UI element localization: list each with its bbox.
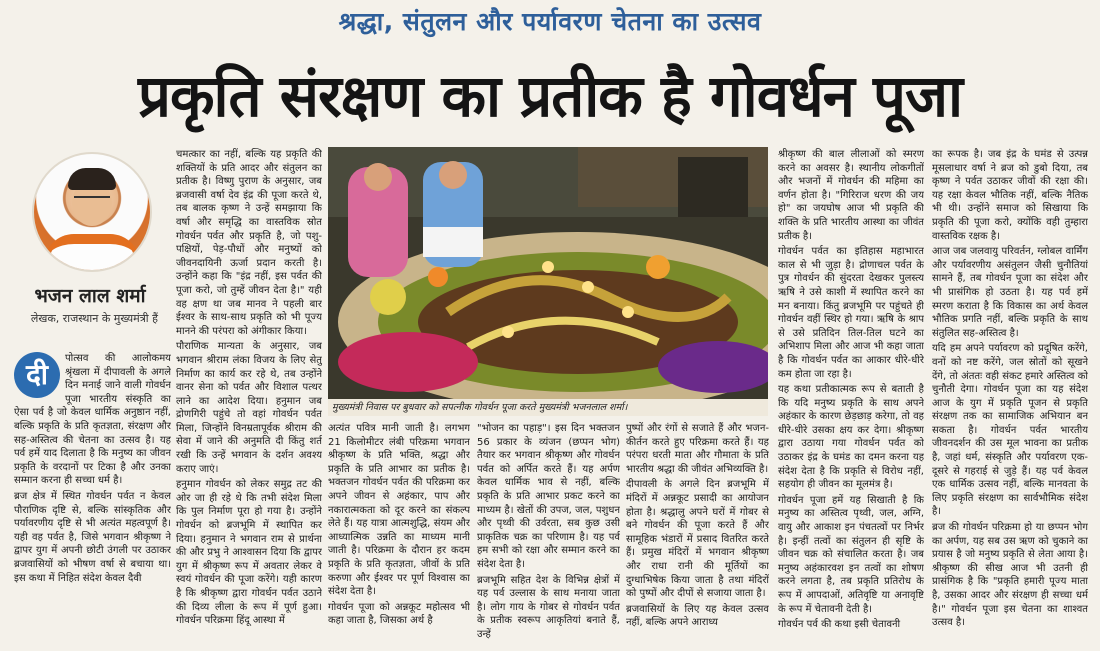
photo-caption: मुख्यमंत्री निवास पर बुधवार को सपत्नीक गोवर्धन पूजा करते मुख्यमंत्री भजनलाल शर्मा। xyxy=(328,399,768,416)
author-name: भजन लाल शर्मा xyxy=(34,285,146,307)
page-title: प्रकृति संरक्षण का प्रतीक है गोवर्धन पूजा xyxy=(137,62,962,130)
author-role: लेखक, राजस्थान के मुख्यमंत्री हैं xyxy=(30,312,158,325)
article-column-3 xyxy=(328,422,470,642)
paragraph: पौराणिक मान्यता के अनुसार, जब भगवान श्रीराम लंका विजय के लिए सेतु निर्माण का कार्य कर रहे थे, तब उन्होंने वानर सेना को पर्वत और विशाल पत्थर लाने का आदेश दिया। हनुमान जब द्रोणगिरी पहुंचे तो वहां गोवर्धन पर्वत मिला, जिन्होंने विनम्रतापूर्वक श्रीराम की सेवा में जाने की अनुमति दी किंतु शर्त रखी कि उन्हें भगवान के दर्शन अवश्य कराए जाएं। xyxy=(176,341,322,475)
pooja-photo-illustration xyxy=(328,147,768,399)
paragraph: का रूपक है। जब इंद्र के घमंड से उत्पन्न मूसलाधार वर्षा ने ब्रज को डुबो दिया, तब कृष्ण ने पर्वत उठाकर जीवों की रक्षा की। यह रक्षा केवल भौतिक नहीं, बल्कि नैतिक भी थी। उन्होंने समाज को सिखाया कि प्रकृति की पूजा करो, क्योंकि वही तुम्हारा वास्तविक रक्षक है। xyxy=(932,149,1088,242)
kicker-subtitle: श्रद्धा, संतुलन और पर्यावरण चेतना का उत्सव xyxy=(338,7,762,36)
paragraph: पोत्सव की आलोकमय श्रृंखला में दीपावली के अगले दिन मनाई जाने वाली गोवर्धन पूजा भारतीय संस्कृति का ऐसा पर्व है जो केवल धार्मिक अनुष्ठान नहीं, बल्कि प्रकृति के प्रति कृतज्ञता, संरक्षण और सह-अस्तित्व की चेतना का उत्सव है। यह पर्व हमें याद दिलाता है कि मनुष्य का जीवन प्रकृति के वरदानों पर टिका है और उनका सम्मान करना ही सच्चा धर्म है। xyxy=(14,353,171,487)
article-photo xyxy=(328,147,768,399)
paragraph: यह कथा प्रतीकात्मक रूप से बताती है कि यदि मनुष्य प्रकृति के साथ अपने अहंकार के कारण छेड़छाड़ करेगा, तो वह धीरे-धीरे उसका क्षय कर देगा। श्रीकृष्ण द्वारा उठाया गया गोवर्धन पर्वत को उठाकर इंद्र के घमंड का दमन करना यह संदेश देता है कि प्रकृति से विरोध नहीं, सहयोग ही जीवन का मूलमंत्र है। xyxy=(778,384,924,491)
paragraph: हनुमान गोवर्धन को लेकर समुद्र तट की ओर जा ही रहे थे कि तभी संदेश मिला कि पुल निर्माण पूरा हो गया है। उन्होंने गोवर्धन को ब्रजभूमि में स्थापित कर दिया। हनुमान ने भगवान राम से प्रार्थना की और प्रभु ने आश्वासन दिया कि द्वापर युग में श्रीकृष्ण रूप में अवतार लेकर वे स्वयं गोवर्धन की पूजा करेंगे। यही कारण है कि श्रीकृष्ण द्वारा गोवर्धन पर्वत उठाने की दिव्य लीला के रूप में पूर्ण हुआ। गोवर्धन परिक्रमा हिंदू आस्था में xyxy=(176,479,322,627)
paragraph: आज जब जलवायु परिवर्तन, ग्लोबल वार्मिंग और पर्यावरणीय असंतुलन जैसी चुनौतियां सामने हैं, तब गोवर्धन पूजा का संदेश और भी प्रासंगिक हो उठता है। यह पर्व हमें स्मरण कराता है कि विकास का अर्थ केवल भौतिक प्रगति नहीं, बल्कि प्रकृति के साथ संतुलित सह-अस्तित्व है। xyxy=(932,246,1088,339)
paragraph: "भोजन का पहाड़"। इस दिन भक्तजन 56 प्रकार के व्यंजन (छप्पन भोग) तैयार कर भगवान श्रीकृष्ण और गोवर्धन पर्वत को अर्पित करते हैं। यह अर्पण केवल धार्मिक भाव से नहीं, बल्कि प्रकृति के प्रति आभार प्रकट करने का माध्यम है। खेतों की उपज, जल, पशुधन और पृथ्वी की उर्वरता, सब कुछ उसी प्राकृतिक चक्र का परिणाम है। यह पर्व हम सभी को रक्षा और सम्मान करने का संदेश देता है। xyxy=(477,423,620,570)
article-column-1 xyxy=(14,352,171,642)
paragraph: ब्रज क्षेत्र में स्थित गोवर्धन पर्वत न केवल पौराणिक दृष्टि से, बल्कि सांस्कृतिक और पर्यावरणीय दृष्टि से भी अत्यंत महत्वपूर्ण है। यही वह पर्वत है, जिसे भगवान श्रीकृष्ण ने द्वापर युग में अपनी छोटी उंगली पर उठाकर ब्रजवासियों को भीषण वर्षा से बचाया था। इस कथा में निहित संदेश केवल दैवी xyxy=(14,490,171,584)
paragraph: श्रीकृष्ण की बाल लीलाओं को स्मरण करने का अवसर है। स्थानीय लोकगीतों और भजनों में गोवर्धन की महिमा का वर्णन होता है। "गिरिराज धरण की जय हो" का जयघोष आज भी प्रकृति की शक्ति के प्रति भारतीय आस्था का जीवंत प्रतीक है। xyxy=(778,149,924,242)
paragraph: चमत्कार का नहीं, बल्कि यह प्रकृति की शक्तियों के प्रति आदर और संतुलन का प्रतीक है। विष्णु पुराण के अनुसार, जब ब्रजवासी वर्षा देव इंद्र की पूजा करते थे, तब बालक कृष्ण ने उन्हें समझाया कि वर्षा और समृद्धि का वास्तविक स्रोत गोवर्धन पर्वत और प्रकृति है, जो पशु-पक्षियों, पेड़-पौधों और मनुष्यों को जीवनदायिनी ऊर्जा प्रदान करती है। उन्होंने कहा कि "इंद्र नहीं, इस पर्वत की पूजा करो, जो तुम्हें जीवन देता है।" यही वह क्षण था जब मानव ने पहली बार ईश्वर के साथ-साथ प्रकृति को भी पूज्य मानने की परंपरा को अंगीकार किया। xyxy=(176,149,322,337)
paragraph: ब्रजभूमि सहित देश के विभिन्न क्षेत्रों में यह पर्व उल्लास के साथ मनाया जाता है। लोग गाय के गोबर से गोवर्धन पर्वत के प्रतीक स्वरूप आकृतियां बनाते हैं, उन्हें xyxy=(477,574,620,640)
article-column-7 xyxy=(932,148,1088,642)
paragraph: यदि हम अपने पर्यावरण को प्रदूषित करेंगे, वनों को नष्ट करेंगे, जल स्रोतों को सूखने देंगे, तो अंततः वही संकट हमारे अस्तित्व को चुनौती देगा। गोवर्धन पूजा का यह संदेश आज के युग में प्रकृति पूजन से प्रकृति संरक्षण तक का सामाजिक अभियान बन सकता है। गोवर्धन पर्वत भारतीय जीवनदर्शन की उस मूल भावना का प्रतीक है, जहां धर्म, संस्कृति और पर्यावरण एक-दूसरे से गहराई से जुड़े हैं। यह पर्व केवल एक धार्मिक उत्सव नहीं, बल्कि मानवता के लिए प्रकृति संरक्षण का सार्वभौमिक संदेश है। xyxy=(932,343,1088,518)
article-column-5 xyxy=(626,422,769,642)
paragraph: गोवर्धन पर्व की कथा इसी चेतावनी xyxy=(778,619,901,631)
paragraph: ब्रजवासियों के लिए यह केवल उत्सव नहीं, बल्कि अपने आराध्य xyxy=(626,603,769,629)
author-block xyxy=(14,152,166,326)
author-portrait xyxy=(32,152,152,272)
paragraph: अत्यंत पवित्र मानी जाती है। लगभग 21 किलोमीटर लंबी परिक्रमा भगवान श्रीकृष्ण के प्रति भक्ति, श्रद्धा और प्रकृति के प्रति आभार का प्रतीक है। भक्तजन गोवर्धन पर्वत की परिक्रमा कर अपने जीवन से अहंकार, पाप और नकारात्मकता को दूर करने का संकल्प लेते हैं। यह यात्रा आत्मशुद्धि, संयम और आध्यात्मिक उन्नति का माध्यम मानी जाती है। परिक्रमा के दौरान हर कदम प्रकृति के प्रति कृतज्ञता, जीवों के प्रति करुणा और ईश्वर पर पूर्ण विश्वास का संदेश देता है। xyxy=(328,423,470,598)
paragraph: ब्रज की गोवर्धन परिक्रमा हो या छप्पन भोग का अर्पण, यह सब उस ऋण को चुकाने का प्रयास है जो मनुष्य प्रकृति से लेता आया है। श्रीकृष्ण की सीख आज भी उतनी ही प्रासंगिक है कि "प्रकृति हमारी पूज्य माता है, उसका आदर और संरक्षण ही सच्चा धर्म है।" गोवर्धन पूजा इस चेतना का शाश्वत उत्सव है। xyxy=(932,522,1088,629)
paragraph: गोवर्धन पर्वत का इतिहास महाभारत काल से भी जुड़ा है। द्रोणाचल पर्वत के पुत्र गोवर्धन की सुंदरता देखकर पुलस्त्य ऋषि ने उसे काशी में स्थापित करने का मन बनाया। किंतु ब्रजभूमि पर पहुंचते ही गोवर्धन वहीं स्थिर हो गया। ऋषि के श्राप से उसे प्रतिदिन तिल-तिल घटने का अभिशाप मिला और आज भी कहा जाता है कि गोवर्धन पर्वत का आकार धीरे-धीरे कम होता जा रहा है। xyxy=(778,246,924,380)
paragraph: गोवर्धन पूजा को अन्नकूट महोत्सव भी कहा जाता है, जिसका अर्थ है xyxy=(328,601,470,627)
paragraph: पुष्पों और रंगों से सजाते हैं और भजन-कीर्तन करते हुए परिक्रमा करते हैं। यह परंपरा धरती माता और गौमाता के प्रति भारतीय श्रद्धा की जीवंत अभिव्यक्ति है। xyxy=(626,423,769,475)
article-column-4 xyxy=(477,422,620,642)
article-column-6 xyxy=(778,148,924,642)
dropcap: दी xyxy=(14,352,60,398)
paragraph: दीपावली के अगले दिन ब्रजभूमि में मंदिरों में अन्नकूट प्रसादी का आयोजन होता है। श्रद्धालु अपने घरों में गोबर से बने गोवर्धन की पूजा करते हैं और सामूहिक भंडारों में प्रसाद वितरित करते हैं। प्रमुख मंदिरों में भगवान श्रीकृष्ण और राधा रानी की मूर्तियों का दुग्धाभिषेक किया जाता है तथा मंदिरों को पुष्पों और दीपों से सजाया जाता है। xyxy=(626,479,769,600)
article-column-2 xyxy=(176,148,322,640)
paragraph: गोवर्धन पूजा हमें यह सिखाती है कि मनुष्य का अस्तित्व पृथ्वी, जल, अग्नि, वायु और आकाश इन पंचतत्वों पर निर्भर है। इन्हीं तत्वों का संतुलन ही सृष्टि के जीवन चक्र को संचालित करता है। जब मनुष्य अहंकारवश इन तत्वों का शोषण करने लगता है, तब प्रकृति प्रतिरोध के रूप में आपदाओं, अतिवृष्टि या अनावृष्टि के रूप में चेतावनी देती है। xyxy=(778,494,924,615)
